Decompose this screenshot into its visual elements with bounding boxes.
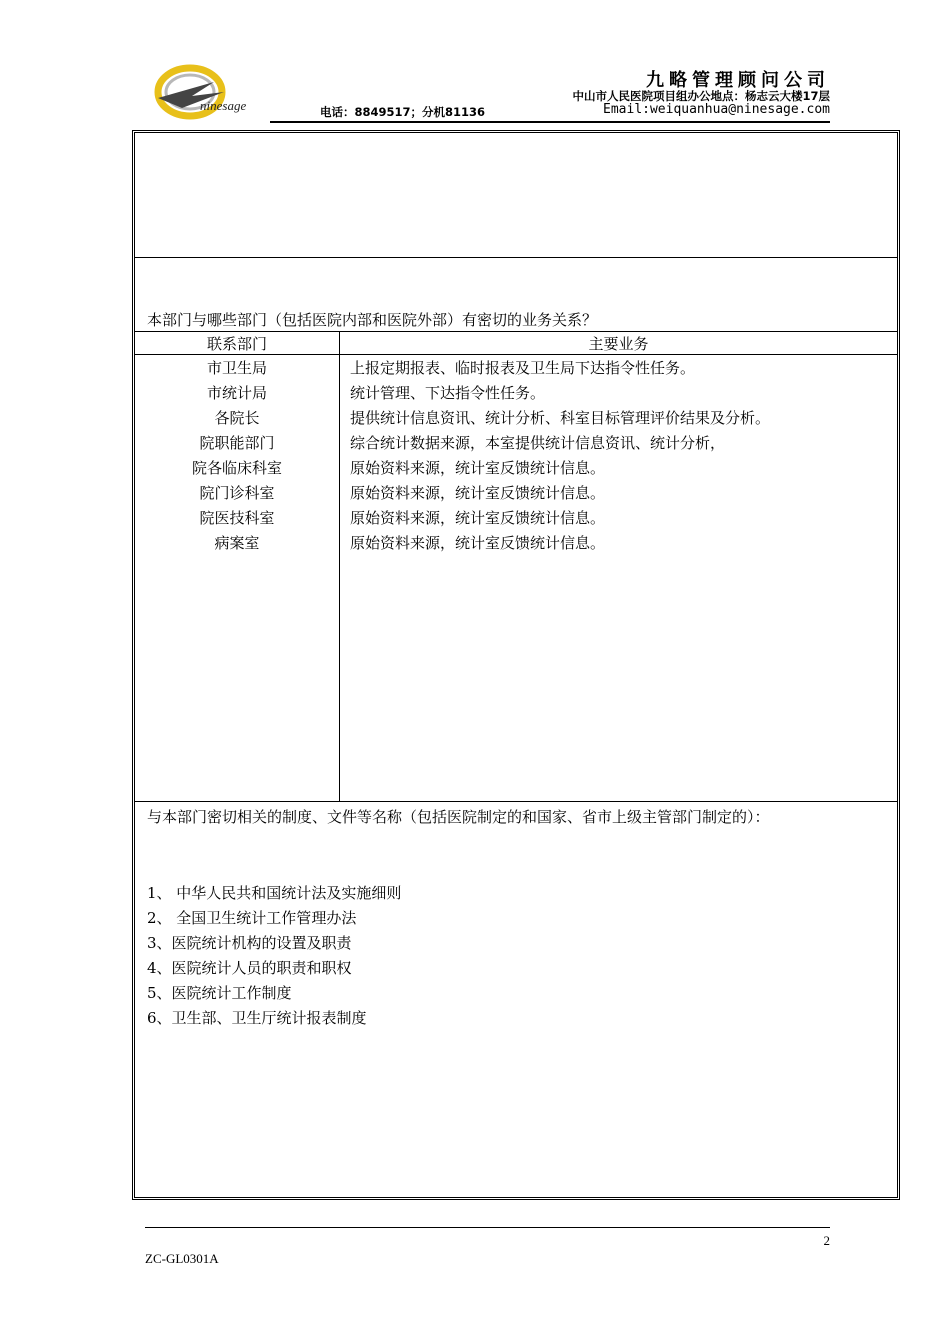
business-list (350, 356, 889, 556)
page-number: 2 (823, 1233, 830, 1248)
header-rule (270, 121, 830, 123)
department-cell: 各院长 (214, 409, 260, 427)
form-frame (132, 130, 900, 1200)
business-cell: 统计管理、下达指令性任务。 (350, 384, 546, 402)
document-code: ZC-GL0301A (145, 1251, 219, 1266)
department-cell: 市卫生局 (206, 359, 267, 377)
email-address: Email:weiquanhua@ninesage.com (603, 102, 830, 117)
document-item: 4、医院统计人员的职责和职权 (147, 959, 352, 977)
section-divider-documents (135, 801, 897, 802)
document-item: 2、 全国卫生统计工作管理办法 (147, 909, 357, 927)
document-item: 1、 中华人民共和国统计法及实施细则 (147, 884, 402, 902)
footer-rule (145, 1227, 830, 1228)
department-cell: 院医技科室 (199, 509, 275, 527)
business-cell: 提供统计信息资讯、统计分析、科室目标管理评价结果及分析。 (350, 409, 771, 427)
department-cell: 院职能部门 (199, 434, 275, 452)
relations-column-divider (339, 331, 340, 801)
relations-header-rule (135, 354, 897, 355)
phone-number: 电话：8849517；分机81136 (320, 105, 486, 119)
relations-table-top (135, 331, 897, 332)
department-cell: 病案室 (214, 534, 260, 552)
business-cell: 原始资料来源，统计室反馈统计信息。 (350, 484, 606, 502)
department-cell: 市统计局 (206, 384, 267, 402)
col-header-department: 联系部门 (206, 335, 267, 353)
department-list (135, 356, 339, 556)
company-logo (152, 62, 272, 124)
col-header-business: 主要业务 (588, 335, 649, 353)
document-item: 6、卫生部、卫生厅统计报表制度 (147, 1009, 367, 1027)
department-cell: 院各临床科室 (191, 459, 282, 477)
office-address: 中山市人民医院项目组办公地点：杨志云大楼17层 (572, 89, 830, 103)
documents-list (147, 881, 401, 1031)
logo-wordmark: ninesage (200, 98, 247, 113)
business-cell: 原始资料来源，统计室反馈统计信息。 (350, 459, 606, 477)
business-cell: 综合统计数据来源，本室提供统计信息资讯、统计分析， (350, 434, 726, 452)
section-divider-top (135, 257, 897, 258)
business-cell: 原始资料来源，统计室反馈统计信息。 (350, 534, 606, 552)
relations-question: 本部门与哪些部门（包括医院内部和医院外部）有密切的业务关系？ (147, 311, 598, 329)
business-cell: 原始资料来源，统计室反馈统计信息。 (350, 509, 606, 527)
department-cell: 院门诊科室 (199, 484, 275, 502)
company-name: 九略管理顾问公司 (646, 70, 830, 91)
business-cell: 上报定期报表、临时报表及卫生局下达指令性任务。 (350, 359, 696, 377)
document-item: 5、医院统计工作制度 (147, 984, 292, 1002)
document-item: 3、医院统计机构的设置及职责 (147, 934, 352, 952)
documents-question: 与本部门密切相关的制度、文件等名称（包括医院制定的和国家、省市上级主管部门制定的）： (147, 808, 770, 826)
